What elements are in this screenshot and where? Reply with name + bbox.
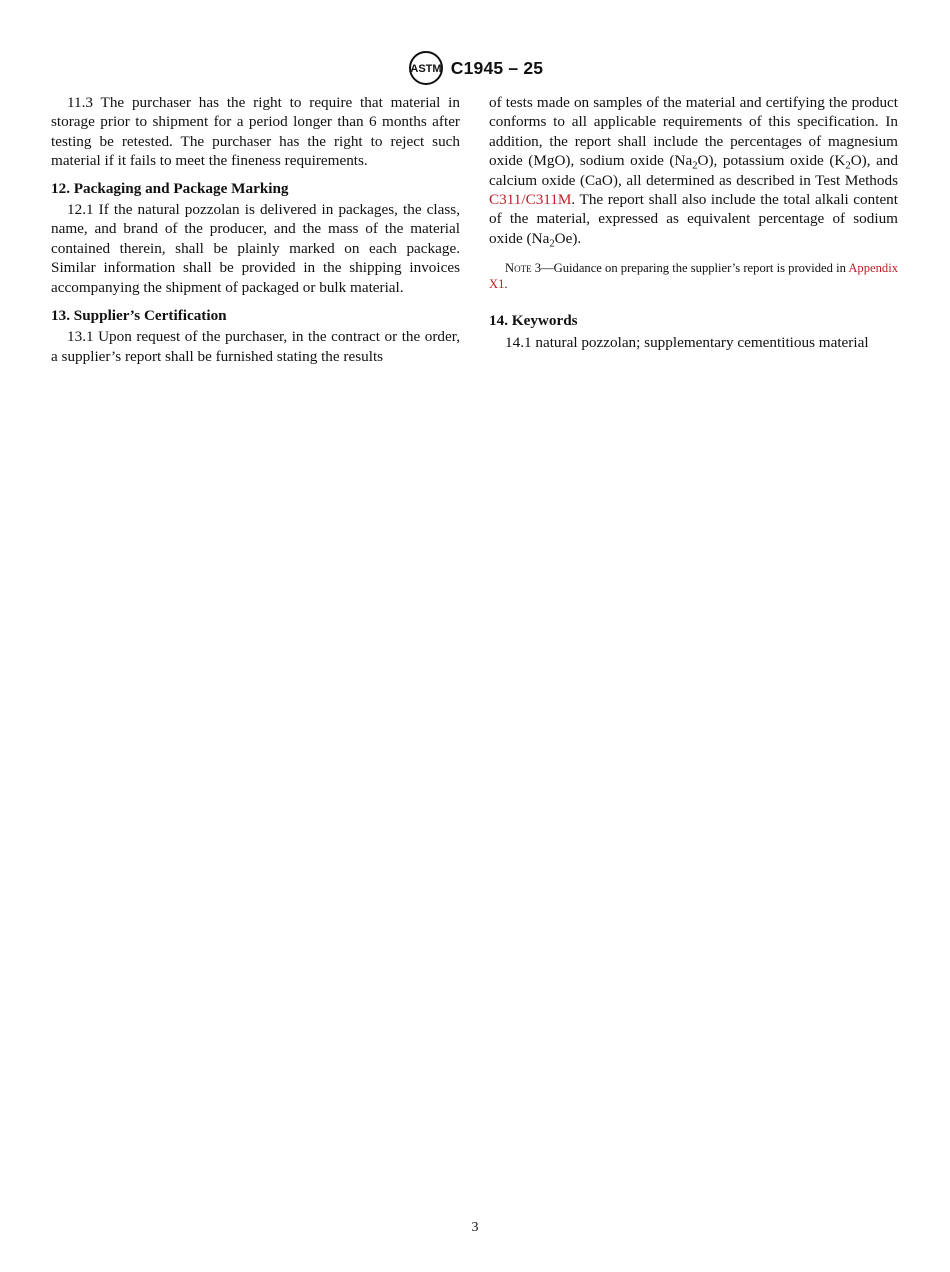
paragraph-13-1: 13.1 Upon request of the purchaser, in the contract or the order, a supplier’s report shall be furnished stating the results: [51, 328, 460, 365]
left-column: [51, 93, 460, 366]
page-number: 3: [471, 1220, 479, 1235]
paragraph-12-1: 12.1 If the natural pozzolan is delivered in packages, the class, name, and brand of the producer, and the mass of the material contained therein, shall be plainly marked on each package. Similar information shall be provided in the shipping invoices accompanying the shipment of packaged or bulk material.: [51, 201, 460, 296]
paragraph-11-3: 11.3 The purchaser has the right to require that material in storage prior to shipment for a period longer than 6 months after testing be retested. The purchaser has the right to reject such material if it fails to meet the fineness requirements.: [51, 94, 460, 170]
note-3: Note 3—Guidance on preparing the supplier’s report is provided in Appendix X1.: [489, 261, 898, 292]
link-appendix-x1[interactable]: Appendix X1: [489, 261, 898, 292]
section-heading-12: 12. Packaging and Package Marking: [51, 179, 289, 197]
section-heading-14: 14. Keywords: [489, 312, 578, 330]
astm-logo-icon: [407, 50, 445, 86]
section-heading-13: 13. Supplier’s Certification: [51, 307, 227, 325]
paragraph-13-1-continued: of tests made on samples of the material and certifying the product conforms to all applicable requirements of this specification. In addition, the report shall include the percentages of magnesium oxide (MgO), sodium oxide $(Na_2O)$, potassium oxide $(K_2O)$, and calcium oxide (CaO), all determined as described in Test Methods C311/C311M. The report shall also include the total alkali content of the material, expressed as equivalent percentage of sodium oxide $(Na_2Oe)$.: [489, 94, 898, 250]
standard-designation: C1945 – 25: [450, 57, 544, 78]
note-label: Note: [505, 261, 532, 276]
page-header: [0, 50, 950, 86]
logo-text: ASTM: [410, 63, 442, 75]
link-c311[interactable]: C311/C311M: [489, 191, 572, 209]
right-column: [489, 93, 898, 352]
paragraph-14-1: 14.1 natural pozzolan; supplementary cementitious material: [505, 333, 869, 351]
